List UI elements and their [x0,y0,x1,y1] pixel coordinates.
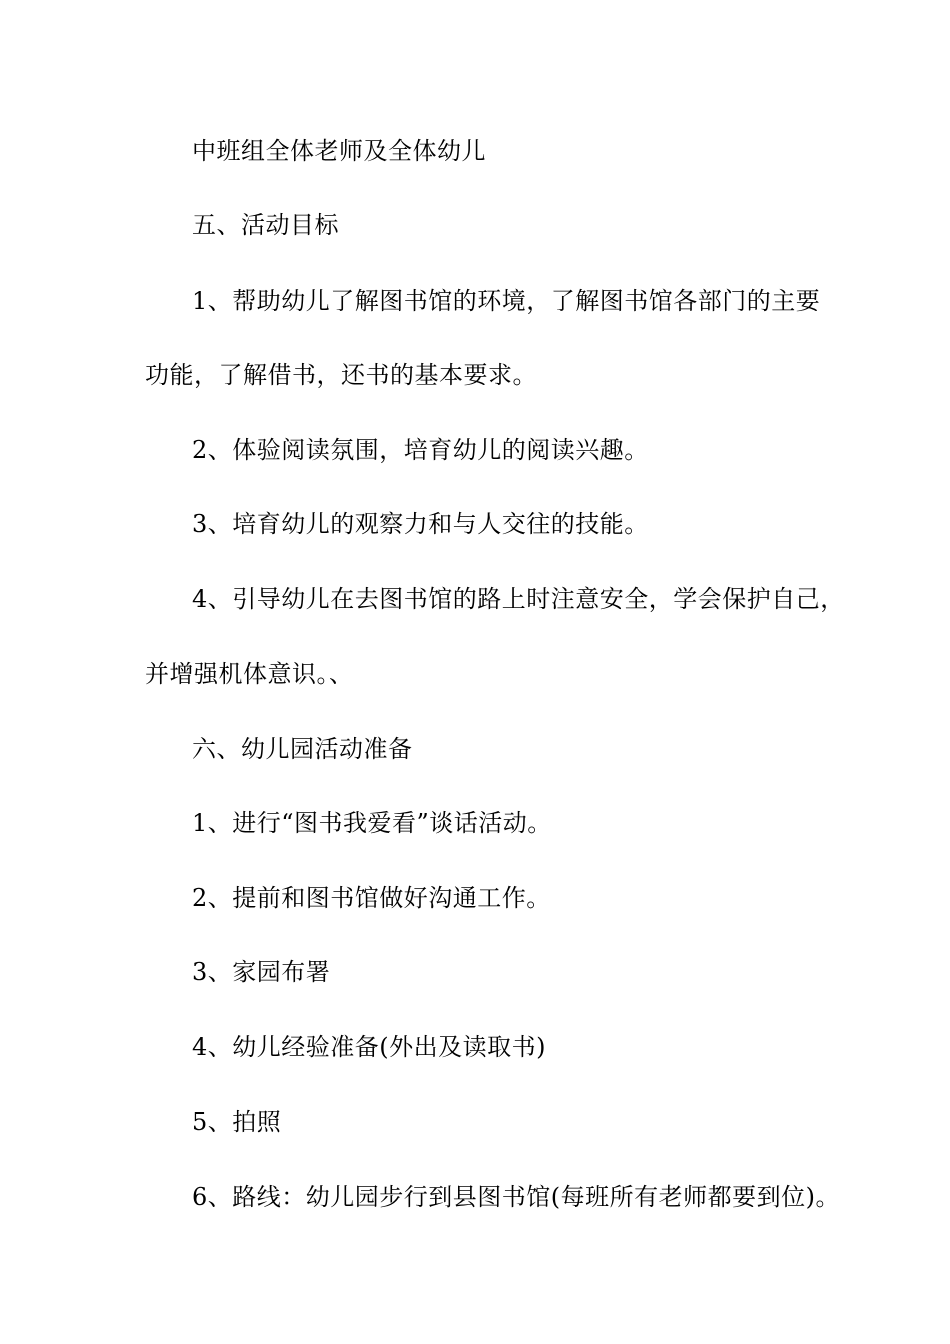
goal-item-1: 1、帮助幼儿了解图书馆的环境，了解图书馆各部门的主要 [192,287,821,315]
goal-item-1-continued: 功能，了解借书，还书的基本要求。 [145,361,537,389]
section-heading-goals: 五、活动目标 [192,211,339,239]
goal-item-2: 2、体验阅读氛围，培育幼儿的阅读兴趣。 [192,436,649,464]
goal-item-4-continued: 并增强机体意识。、 [145,660,354,688]
goal-item-3: 3、培育幼儿的观察力和与人交往的技能。 [192,510,649,538]
goal-item-4: 4、引导幼儿在去图书馆的路上时注意安全，学会保护自己， [192,585,845,613]
prep-item-2: 2、提前和图书馆做好沟通工作。 [192,884,551,912]
prep-item-6: 6、路线：幼儿园步行到县图书馆(每班所有老师都要到位)。 [192,1183,840,1211]
prep-item-3: 3、家园布署 [192,958,331,986]
section-heading-preparation: 六、幼儿园活动准备 [192,735,413,763]
prep-item-1: 1、进行“图书我爱看”谈话活动。 [192,809,552,837]
prep-item-4: 4、幼儿经验准备(外出及读取书) [192,1033,546,1061]
prep-item-5: 5、拍照 [192,1108,282,1136]
participants-line: 中班组全体老师及全体幼儿 [192,137,486,165]
